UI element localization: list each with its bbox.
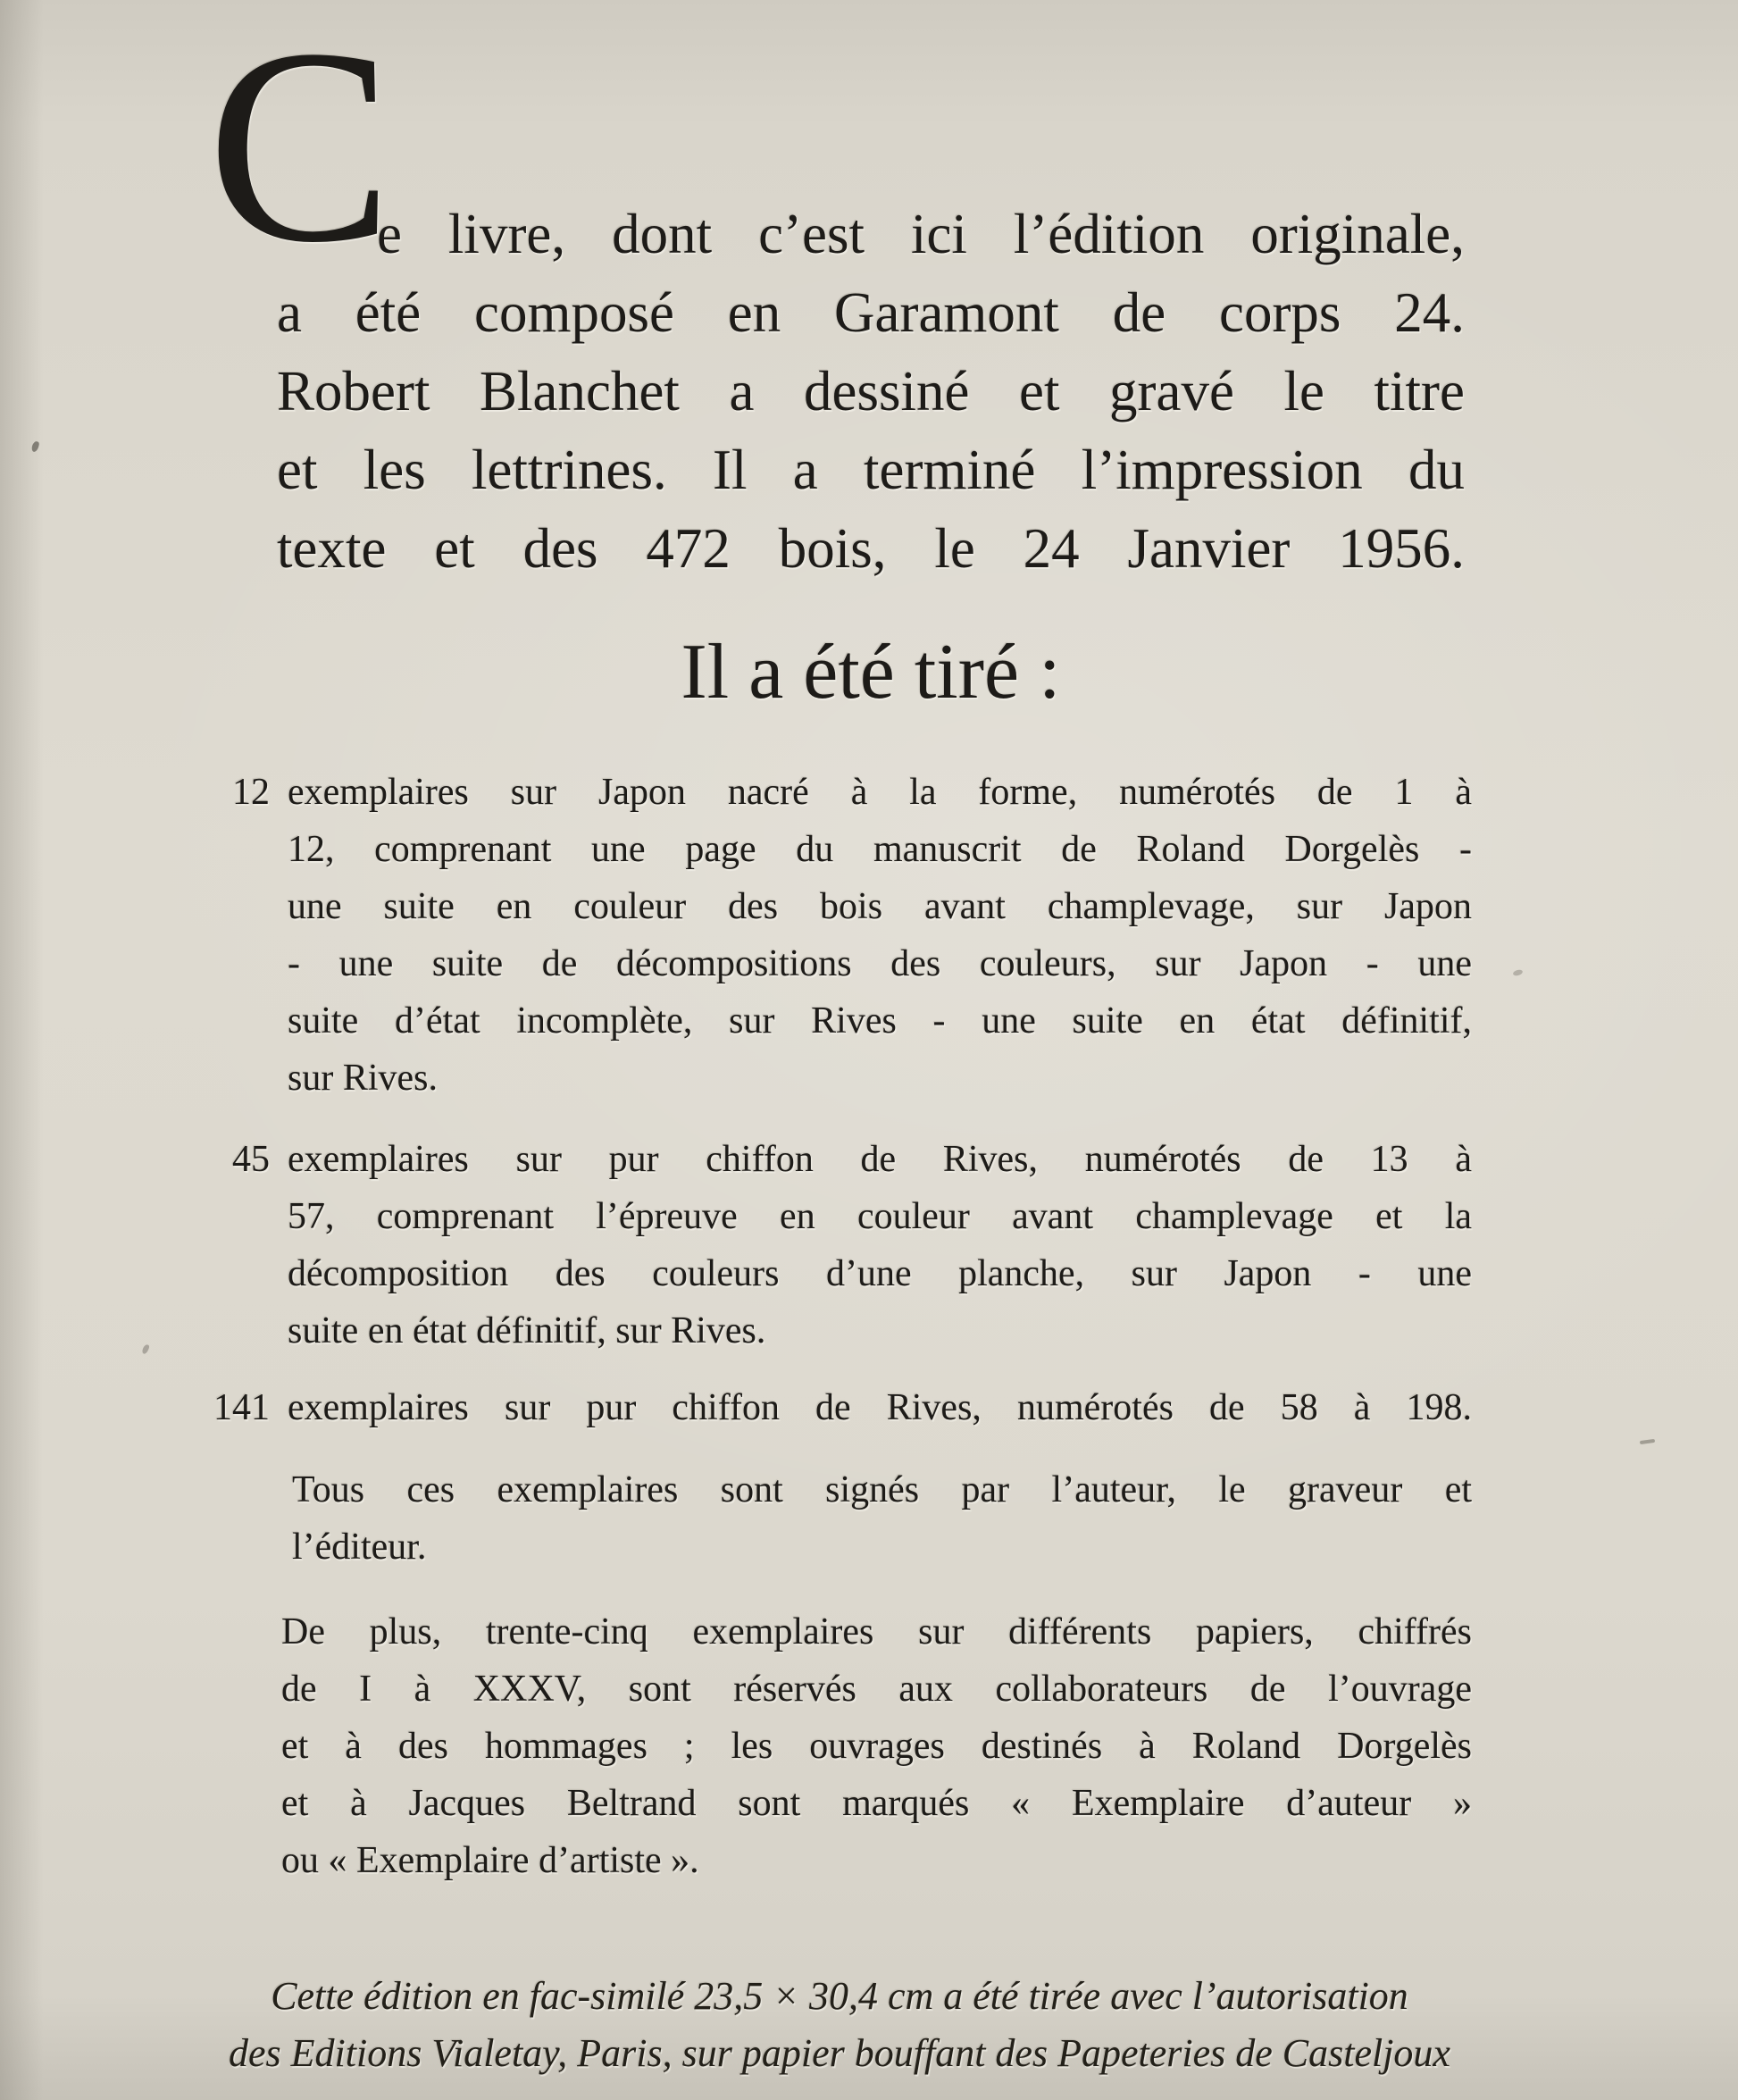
item-line: suite en état définitif, sur Rives. xyxy=(288,1310,766,1351)
signed-line: Tous ces exemplaires sont signés par l’auteur, le graveur et xyxy=(292,1469,1472,1510)
item-line: exemplaires sur pur chiffon de Rives, numérotés de 13 à xyxy=(288,1139,1472,1180)
signed-line: l’éditeur. xyxy=(292,1527,427,1568)
scan-speck xyxy=(30,440,39,453)
item-line: une suite en couleur des bois avant champlevage, sur Japon xyxy=(288,886,1472,927)
edition-item-141 xyxy=(179,1379,1472,1436)
item-line: décomposition des couleurs d’une planche, sur Japon - une xyxy=(288,1253,1472,1294)
reserved-copies-paragraph xyxy=(281,1603,1472,1889)
reserved-line: De plus, trente-cinq exemplaires sur différents papiers, chiffrés xyxy=(281,1611,1472,1652)
intro-line: e livre, dont c’est ici l’édition originale, xyxy=(377,203,1465,265)
drop-cap-letter: C xyxy=(207,0,394,300)
reserved-line: ou « Exemplaire d’artiste ». xyxy=(281,1840,699,1881)
edition-item-45 xyxy=(179,1131,1472,1360)
item-line: exemplaires sur pur chiffon de Rives, numérotés de 58 à 198. xyxy=(288,1387,1472,1428)
edition-item-text xyxy=(288,1379,1472,1436)
signed-paragraph xyxy=(292,1461,1472,1576)
edition-item-12 xyxy=(179,764,1472,1107)
item-line: sur Rives. xyxy=(288,1058,438,1099)
edition-item-text xyxy=(288,1131,1472,1360)
item-line: 57, comprenant l’épreuve en couleur avant champlevage et la xyxy=(288,1196,1472,1237)
edition-item-text xyxy=(288,764,1472,1107)
scan-speck xyxy=(1512,969,1523,977)
item-line: 12, comprenant une page du manuscrit de Roland Dorgelès - xyxy=(288,829,1472,870)
intro-line: a été composé en Garamont de corps 24. xyxy=(277,281,1465,344)
reserved-line: et à des hommages ; les ouvrages destinés à Roland Dorgelès xyxy=(281,1726,1472,1767)
reserved-line: et à Jacques Beltrand sont marqués « Exemplaire d’auteur » xyxy=(281,1783,1472,1824)
item-line: - une suite de décompositions des couleurs, sur Japon - une xyxy=(288,943,1472,984)
intro-line: Robert Blanchet a dessiné et gravé le titre xyxy=(277,360,1465,423)
item-line: suite d’état incomplète, sur Rives - une suite en état définitif, xyxy=(288,1000,1472,1042)
scan-speck xyxy=(1640,1439,1655,1444)
reserved-line: de I à XXXV, sont réservés aux collaborateurs de l’ouvrage xyxy=(281,1669,1472,1710)
edition-item-number: 12 xyxy=(232,772,270,813)
colophon-line: des Editions Vialetay, Paris, sur papier bouffant des Papeteries de Casteljoux xyxy=(229,2031,1450,2075)
facsimile-colophon xyxy=(89,1968,1590,2082)
edition-item-number: 141 xyxy=(213,1387,270,1428)
intro-line: texte et des 472 bois, le 24 Janvier 1956. xyxy=(277,517,1465,580)
intro-paragraph xyxy=(277,195,1465,588)
intro-line: et les lettrines. Il a terminé l’impression du xyxy=(277,439,1465,501)
item-line: exemplaires sur Japon nacré à la forme, numérotés de 1 à xyxy=(288,772,1472,813)
section-heading: Il a été tiré : xyxy=(681,629,1061,715)
colophon-line: Cette édition en fac-similé 23,5 × 30,4 cm a été tirée avec l’autorisation xyxy=(271,1974,1408,2018)
scan-speck xyxy=(141,1343,150,1354)
edition-item-number: 45 xyxy=(232,1139,270,1180)
